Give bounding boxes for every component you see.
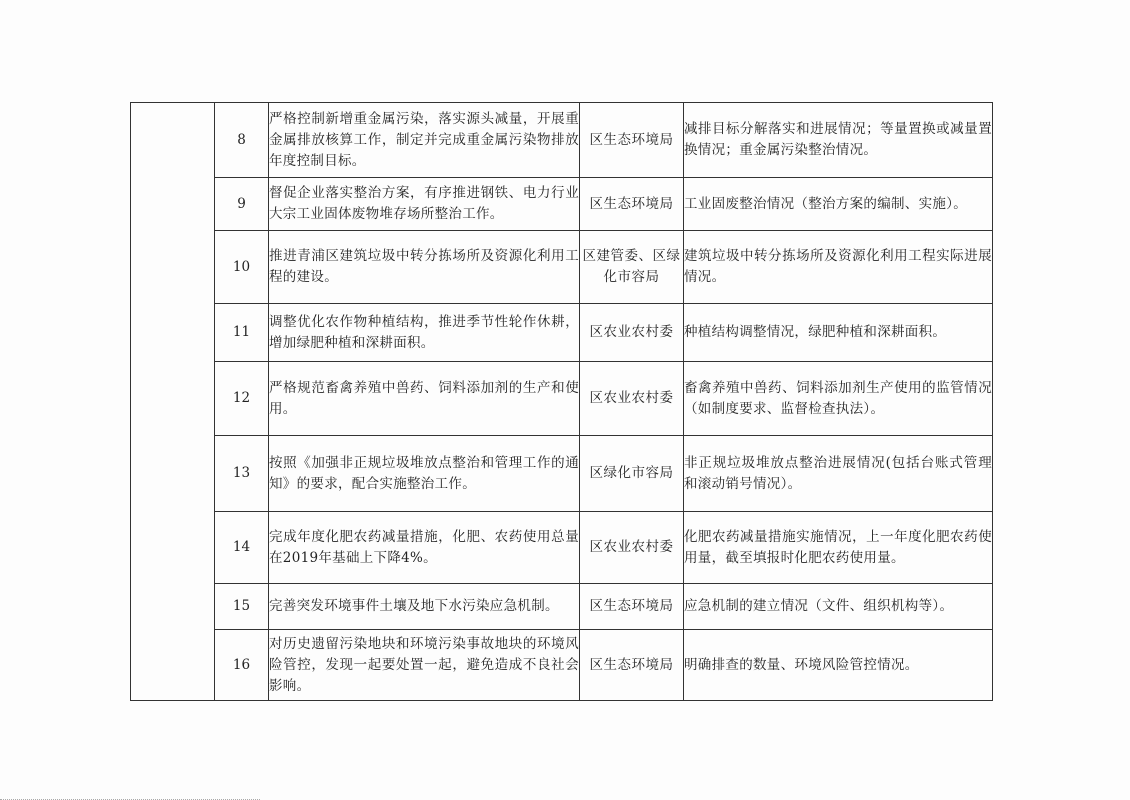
task-description: 严格控制新增重金属污染，落实源头减量，开展重金属排放核算工作，制定并完成重金属污染物排放年度控制目标。: [269, 103, 580, 178]
check-content: 化肥农药减量措施实施情况，上一年度化肥农药使用量，截至填报时化肥农药使用量。: [684, 512, 993, 584]
responsible-unit: 区生态环境局: [580, 103, 684, 178]
row-number: 16: [215, 630, 269, 701]
check-content: 减排目标分解落实和进展情况；等量置换或减量置换情况；重金属污染整治情况。: [684, 103, 993, 178]
row-number: 10: [215, 231, 269, 304]
task-description: 严格规范畜禽养殖中兽药、饲料添加剂的生产和使用。: [269, 362, 580, 436]
row-number: 13: [215, 436, 269, 512]
task-description: 督促企业落实整治方案，有序推进钢铁、电力行业大宗工业固体废物堆存场所整治工作。: [269, 178, 580, 231]
responsible-unit: 区生态环境局: [580, 630, 684, 701]
check-content: 种植结构调整情况，绿肥种植和深耕面积。: [684, 304, 993, 362]
task-description: 按照《加强非正规垃圾堆放点整治和管理工作的通知》的要求，配合实施整治工作。: [269, 436, 580, 512]
task-description: 完善突发环境事件土壤及地下水污染应急机制。: [269, 584, 580, 630]
row-number: 8: [215, 103, 269, 178]
responsible-unit: 区绿化市容局: [580, 436, 684, 512]
table-row: [131, 178, 993, 231]
task-description: 完成年度化肥农药减量措施，化肥、农药使用总量在2019年基础上下降4%。: [269, 512, 580, 584]
check-content: 工业固废整治情况（整治方案的编制、实施）。: [684, 178, 993, 231]
check-content: 建筑垃圾中转分拣场所及资源化利用工程实际进展情况。: [684, 231, 993, 304]
row-number: 12: [215, 362, 269, 436]
check-content: 明确排查的数量、环境风险管控情况。: [684, 630, 993, 701]
table-row: [131, 362, 993, 436]
responsible-unit: 区农业农村委: [580, 304, 684, 362]
row-number: 9: [215, 178, 269, 231]
table-row: [131, 304, 993, 362]
table-row: [131, 103, 993, 178]
category-cell: [131, 103, 215, 701]
task-description: 对历史遗留污染地块和环境污染事故地块的环境风险管控，发现一起要处置一起，避免造成不良社会影响。: [269, 630, 580, 701]
responsible-unit: 区生态环境局: [580, 584, 684, 630]
responsible-unit: 区建管委、区绿化市容局: [580, 231, 684, 304]
task-table: [130, 102, 993, 701]
task-description: 调整优化农作物种植结构，推进季节性轮作休耕，增加绿肥种植和深耕面积。: [269, 304, 580, 362]
table-row: [131, 436, 993, 512]
responsible-unit: 区生态环境局: [580, 178, 684, 231]
task-description: 推进青浦区建筑垃圾中转分拣场所及资源化利用工程的建设。: [269, 231, 580, 304]
check-content: 畜禽养殖中兽药、饲料添加剂生产使用的监管情况（如制度要求、监督检查执法）。: [684, 362, 993, 436]
row-number: 11: [215, 304, 269, 362]
table-row: [131, 512, 993, 584]
responsible-unit: 区农业农村委: [580, 512, 684, 584]
table-row: [131, 584, 993, 630]
check-content: 应急机制的建立情况（文件、组织机构等）。: [684, 584, 993, 630]
table-row: [131, 630, 993, 701]
responsible-unit: 区农业农村委: [580, 362, 684, 436]
row-number: 14: [215, 512, 269, 584]
check-content: 非正规垃圾堆放点整治进展情况(包括台账式管理和滚动销号情况）。: [684, 436, 993, 512]
table-row: [131, 231, 993, 304]
row-number: 15: [215, 584, 269, 630]
